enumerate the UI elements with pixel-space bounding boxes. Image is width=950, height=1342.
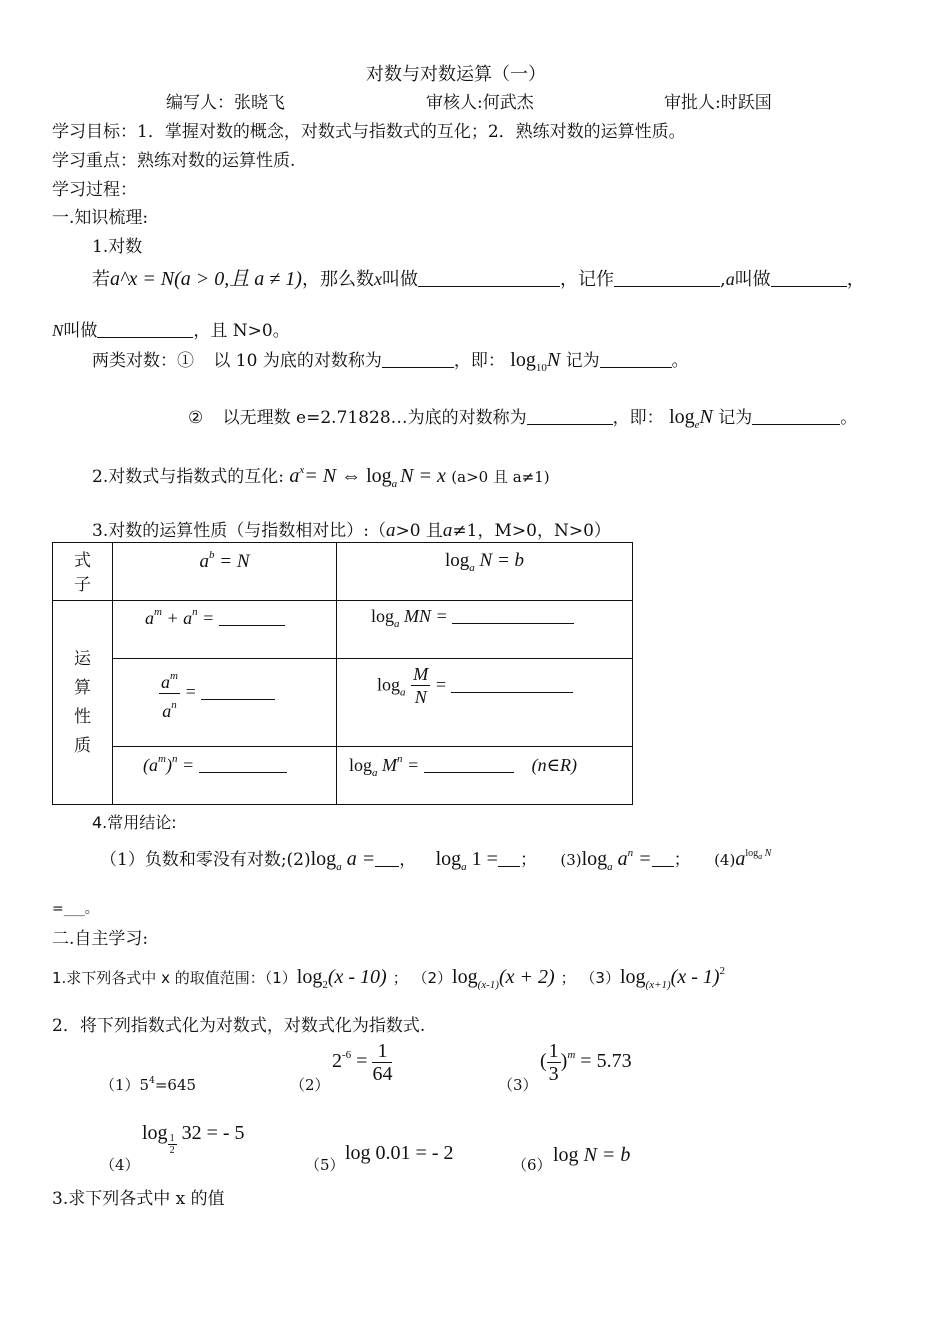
sub3-a1: a: [385, 520, 396, 541]
n-called: 叫做: [63, 321, 98, 341]
question-2: 2．将下列指数式化为对数式，对数式化为指数式.: [52, 1016, 426, 1036]
table-header-exp: [113, 543, 337, 601]
sub3-suffix: ≠1，M>0，N>0）: [452, 521, 611, 541]
q2-6-rest: N = b: [578, 1144, 631, 1166]
r2c1-num-a: a: [161, 672, 170, 692]
def-x: x: [373, 269, 382, 289]
q2-item-5-label: （5）: [305, 1156, 345, 1174]
q2-item-2: [332, 1040, 392, 1085]
r3c1-n: n: [171, 753, 178, 765]
blank-exp-power[interactable]: [199, 756, 287, 773]
sub2-condition: (a>0 且 a≠1): [451, 468, 550, 486]
col0-header-text: 式子: [74, 551, 91, 595]
reviewer-line: 审核人:何武杰: [426, 93, 534, 113]
c2-base: a: [336, 861, 342, 873]
c4-base: a: [607, 861, 613, 873]
c1-text: （1）负数和零没有对数;(2): [100, 850, 311, 870]
r3c2-n: n: [397, 753, 403, 765]
q1-sep1: ； （2）: [392, 969, 453, 987]
q2-1-rest: =645: [154, 1076, 197, 1094]
q2-3-exp: m: [567, 1049, 576, 1062]
sub3-a2: a: [442, 520, 453, 541]
type1-text: 以 10 为底的对数称为: [213, 351, 382, 371]
type1-record: 记为: [565, 351, 600, 371]
q2-item-3-label: （3）: [498, 1076, 538, 1094]
q2-4-base-fraction: [168, 1133, 177, 1156]
q2-3-eq: = 5.73: [575, 1050, 632, 1073]
q1-exp3: 2: [719, 965, 726, 977]
learning-focus: 学习重点：熟练对数的运算性质.: [52, 151, 296, 171]
sub2-x: x: [299, 464, 305, 476]
h2-log: log: [444, 550, 470, 571]
q2-2-num: 1: [372, 1040, 392, 1063]
q1-log1: log: [296, 966, 323, 988]
subheading-logarithm: 1.对数: [92, 237, 143, 257]
r2c2-den: N: [414, 687, 427, 707]
type2-mark: ②: [188, 408, 204, 428]
r3c2-M: M: [377, 755, 398, 775]
q1-base1: 2: [322, 979, 328, 991]
sub2-base: a: [391, 478, 398, 490]
q1-log3: log: [619, 966, 646, 988]
c3-log: log: [435, 848, 462, 870]
c5-answer-line: =___。: [52, 901, 99, 917]
n-condition: ，且 N>0。: [193, 321, 290, 341]
c4-a: a: [612, 848, 628, 870]
log-type-2: [188, 403, 857, 431]
q2-item-1: [100, 1074, 196, 1095]
r3c2-eq: =: [402, 755, 424, 775]
question-1: [52, 965, 725, 991]
definition-line: 若a^x = N(a > 0,且 a ≠ 1)，那么数x叫做 ，记作 ,a叫做 ，: [92, 268, 865, 290]
q2-1-exp: 4: [149, 1076, 155, 1086]
cell-exp-product: [113, 601, 337, 659]
c3-rest: 1 =: [466, 848, 498, 870]
r1c2-log: log: [371, 606, 395, 626]
learning-goals: 学习目标：1．掌握对数的概念，对数式与指数式的互化；2．熟练对数的运算性质。: [52, 122, 686, 142]
type2-text: 以无理数 e=2.71828…为底的对数称为: [222, 408, 527, 428]
q1-base2: (x-1): [477, 979, 499, 991]
conclusions-line: [100, 845, 771, 873]
cell-exp-power: [113, 747, 337, 805]
def-a-called: 叫做: [734, 269, 771, 290]
sub3-mid: >0 且: [395, 521, 443, 541]
q2-3-den: 3: [548, 1063, 559, 1085]
q2-4-log: log: [142, 1122, 168, 1144]
row-label-text: 运算性质: [74, 648, 91, 756]
log-type-1: [92, 346, 689, 374]
q2-6-log: log: [553, 1144, 579, 1166]
q1-log2: log: [452, 966, 478, 988]
r1c1-eq: =: [197, 608, 219, 628]
q2-item-5: log 0.01 = - 2: [345, 1142, 454, 1164]
page-title: 对数与对数运算（一）: [366, 64, 546, 85]
r2c2-fraction: [411, 663, 430, 708]
c5-a: a: [735, 848, 746, 870]
r2c2-base: a: [400, 686, 406, 699]
type1-N: N: [546, 349, 561, 371]
section-heading-2: 二.自主学习:: [52, 929, 149, 949]
q2-3-num: 1: [548, 1040, 559, 1062]
def-prefix: 若: [92, 269, 110, 290]
blank-c4[interactable]: [652, 850, 674, 867]
question-3: 3.求下列各式中 x 的值: [52, 1189, 225, 1209]
blank-natural-log-notation[interactable]: [752, 408, 840, 425]
r3c1-m: m: [158, 753, 166, 765]
cell-exp-quotient: [113, 659, 337, 747]
approver-line: 审批人:时跃国: [664, 93, 772, 113]
r3c2-condition: (n∈R): [531, 755, 577, 775]
h1-rhs: = N: [214, 551, 250, 572]
q2-2-base: 2: [332, 1050, 342, 1073]
c5-exp: log: [745, 848, 759, 859]
n-line: [52, 316, 290, 341]
blank-log-notation[interactable]: [614, 270, 720, 287]
type2-log: log: [669, 406, 695, 428]
table-row-label: [53, 601, 113, 805]
author-line: 编写人：张晓飞: [166, 93, 285, 113]
h1-base: a: [199, 551, 209, 572]
cell-log-product: [337, 601, 633, 659]
r3c2-log: log: [349, 755, 373, 775]
c4-prefix: (3): [560, 851, 582, 869]
blank-exp-product[interactable]: [219, 609, 285, 626]
type2-end: 。: [840, 408, 858, 428]
q2-item-6: [553, 1142, 630, 1167]
cell-log-power: [337, 747, 633, 805]
sub2-log: log: [366, 465, 392, 487]
q2-4-base-den: 2: [169, 1145, 175, 1156]
type2-record: 记为: [718, 408, 753, 428]
q2-2-exp: -6: [342, 1049, 352, 1062]
c5-prefix: (4): [714, 851, 736, 869]
q2-1-base: （1）5: [100, 1076, 150, 1094]
r3c2-base: a: [372, 767, 378, 779]
q2-3-fraction: [547, 1040, 561, 1085]
q2-item-4-label: （4）: [100, 1156, 140, 1174]
section-heading-1: 一.知识梳理:: [52, 208, 149, 228]
h1-exp: b: [209, 549, 215, 561]
r3c1-a: a: [149, 755, 158, 775]
type1-end: 。: [671, 351, 689, 371]
def-a: a: [725, 269, 735, 289]
blank-antilog-name[interactable]: [97, 321, 193, 338]
type2-ie: ，即：: [612, 408, 664, 428]
q1-arg3: (x - 1): [670, 966, 720, 988]
table-header-log: [337, 543, 633, 601]
q1-arg1: (x - 10): [327, 966, 387, 988]
sub2-eqN: = N ⇔: [304, 465, 367, 487]
blank-natural-log[interactable]: [527, 408, 613, 425]
r2c1-num-m: m: [170, 670, 178, 682]
blank-log-power[interactable]: [424, 756, 514, 773]
type2-N: N: [699, 406, 713, 428]
blank-common-log-notation[interactable]: [600, 351, 672, 368]
r1c1-n: n: [192, 606, 198, 618]
blank-common-log[interactable]: [382, 351, 454, 368]
properties-table: [52, 542, 633, 805]
r3c1-lp: (: [143, 755, 149, 775]
q2-2-eq: =: [351, 1050, 373, 1073]
c4-eq: =: [633, 848, 652, 870]
r2c1-den-n: n: [171, 699, 177, 711]
r1c2-base: a: [394, 618, 400, 630]
learning-process: 学习过程：: [52, 180, 137, 200]
type1-base: 10: [535, 362, 547, 374]
blank-exp-quotient[interactable]: [201, 683, 275, 700]
def-end: ，: [846, 269, 865, 290]
c2-log: log: [310, 848, 337, 870]
two-types-label: 两类对数：①: [92, 351, 194, 371]
r2c2-eq: =: [430, 674, 452, 695]
r3c1-rp: ): [165, 755, 172, 775]
blank-c2[interactable]: [375, 850, 399, 867]
q2-item-6-label: （6）: [512, 1156, 552, 1174]
r3c1-eq: =: [177, 755, 199, 775]
c5-exp-base: a: [758, 852, 763, 861]
r2c2-num: M: [413, 664, 429, 684]
q1-base3: (x+1): [645, 979, 671, 991]
q2-2-fraction: [372, 1040, 392, 1085]
blank-c3[interactable]: [498, 850, 520, 867]
h2-base: a: [469, 562, 475, 574]
q1-arg2: (x + 2): [498, 966, 555, 988]
r1c1-m: m: [154, 606, 162, 618]
sub2-a: a: [289, 465, 300, 487]
n-label: N: [52, 321, 64, 340]
properties-heading: [92, 516, 611, 542]
r1c1-a1: a: [145, 608, 154, 628]
sub2-rhs: N = x: [400, 465, 446, 487]
c3-base: a: [461, 861, 467, 873]
blank-base-name[interactable]: [771, 270, 847, 287]
q2-4-rest: 32 = - 5: [176, 1122, 245, 1144]
def-record: ，记作: [559, 269, 614, 290]
sub2-label: 2.对数式与指数式的互化:: [92, 467, 284, 487]
q2-item-3: ( $\frac{1}{3}$ )$^m$ = 5.73: [540, 1040, 632, 1085]
r2c1-eq: =: [179, 681, 202, 702]
table-header-formula: [53, 543, 113, 601]
r1c2-rest: MN =: [399, 606, 453, 626]
def-formula: a^x = N(a > 0,且 a ≠ 1): [110, 268, 302, 290]
c4-n: n: [627, 847, 634, 859]
subheading-conclusions: 4.常用结论:: [92, 813, 177, 832]
def-called: 叫做: [381, 269, 418, 290]
c2-rest: a =: [341, 848, 376, 870]
blank-log-product[interactable]: [452, 607, 574, 624]
c3-sep: ；: [519, 850, 537, 870]
h2-rhs: N = b: [474, 550, 525, 571]
type1-ie: ，即：: [453, 351, 505, 371]
q2-item-2-label: （2）: [290, 1076, 330, 1094]
q1-sep2: ； （3）: [560, 969, 620, 987]
q2-item-4: [142, 1122, 245, 1156]
c4-sep: ；: [673, 850, 691, 870]
blank-log-quotient[interactable]: [451, 676, 573, 693]
blank-log-name[interactable]: [418, 270, 560, 287]
sub3-prefix: 3.对数的运算性质（与指数相对比）:（: [92, 521, 386, 541]
r2c2-log: log: [377, 674, 401, 695]
c5-exp-N: N: [762, 848, 772, 859]
type1-log: log: [510, 349, 536, 371]
type2-base: e: [694, 419, 700, 431]
conversion-line: [92, 462, 550, 490]
q1-text: 1.求下列各式中 x 的取值范围：（1）: [52, 969, 297, 987]
r1c1-plus: +: [161, 608, 184, 628]
cell-log-quotient: [337, 659, 633, 747]
c2-sep: ，: [399, 850, 417, 870]
c4-log: log: [581, 848, 608, 870]
r1c1-a2: a: [183, 608, 193, 628]
r2c1-fraction: [159, 665, 180, 722]
def-then: ，那么数: [301, 269, 374, 290]
r2c1-den-a: a: [162, 701, 172, 721]
q2-2-den: 64: [372, 1063, 393, 1085]
q2-4-base-num: 1: [169, 1133, 175, 1144]
